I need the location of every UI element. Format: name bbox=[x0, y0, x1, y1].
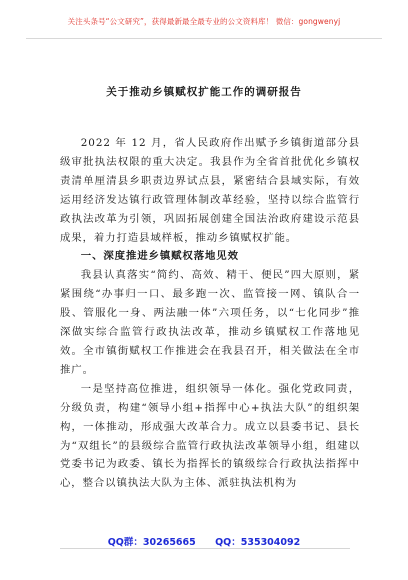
intro-paragraph: 2022 年 12 月，省人民政府作出赋予乡镇街道部分县级审批执法权限的重大决定。我县作为全省首批优化乡镇权责清单厘清县乡职责边界试点县，紧密结合县域实际，有效运用经济发达镇行政管理体制改革经验，坚持以综合监管行政执法改革为引领，巩固拓展创建全国法治政府建设示范县成果，着力打造县域样板，推动乡镇赋权扩能。 bbox=[60, 137, 360, 244]
section-paragraph: 一是坚持高位推进，组织领导一体化。强化党政同责，分级负责，构建“领导小组+指挥中心+执法大队”的组织架构，一体推动，形成强大改革合力。成立以县委书记、县长为“双组长”的县级综合监管行政执法改革领导小组，组建以党委书记为政委、镇长为指挥长的镇级综合行政执法指挥中心，整合以镇执法大队为主体、派驻执法机构为 bbox=[60, 382, 360, 490]
section-heading: 一、深度推进乡镇赋权落地见效 bbox=[80, 250, 239, 263]
footer-divider bbox=[60, 548, 350, 549]
footer-contact bbox=[0, 534, 408, 548]
document-title: 关于推动乡镇赋权扩能工作的调研报告 bbox=[106, 86, 302, 98]
header-divider bbox=[26, 38, 382, 39]
header-note: 关注头条号“公文研究”，获得最新最全最专业的公文资料库！ 微信：gongwenyj bbox=[67, 17, 341, 26]
document-body bbox=[60, 134, 360, 493]
footer-qq-group: QQ群：30265665 bbox=[107, 537, 196, 548]
section-paragraph: 我县认真落实“简约、高效、精干、便民”四大原则，紧紧围绕“办事归一口、最多跑一次、监管接一网、镇队合一股、管服化一身、两法融一体”六项任务，以“七化同步”推深做实综合监管行政执法改革，推动乡镇赋权工作落地见效。全市镇街赋权工作推进会在我县召开，相关做法在全市推广。 bbox=[60, 269, 360, 376]
footer-qq: QQ：535304092 bbox=[215, 537, 301, 548]
